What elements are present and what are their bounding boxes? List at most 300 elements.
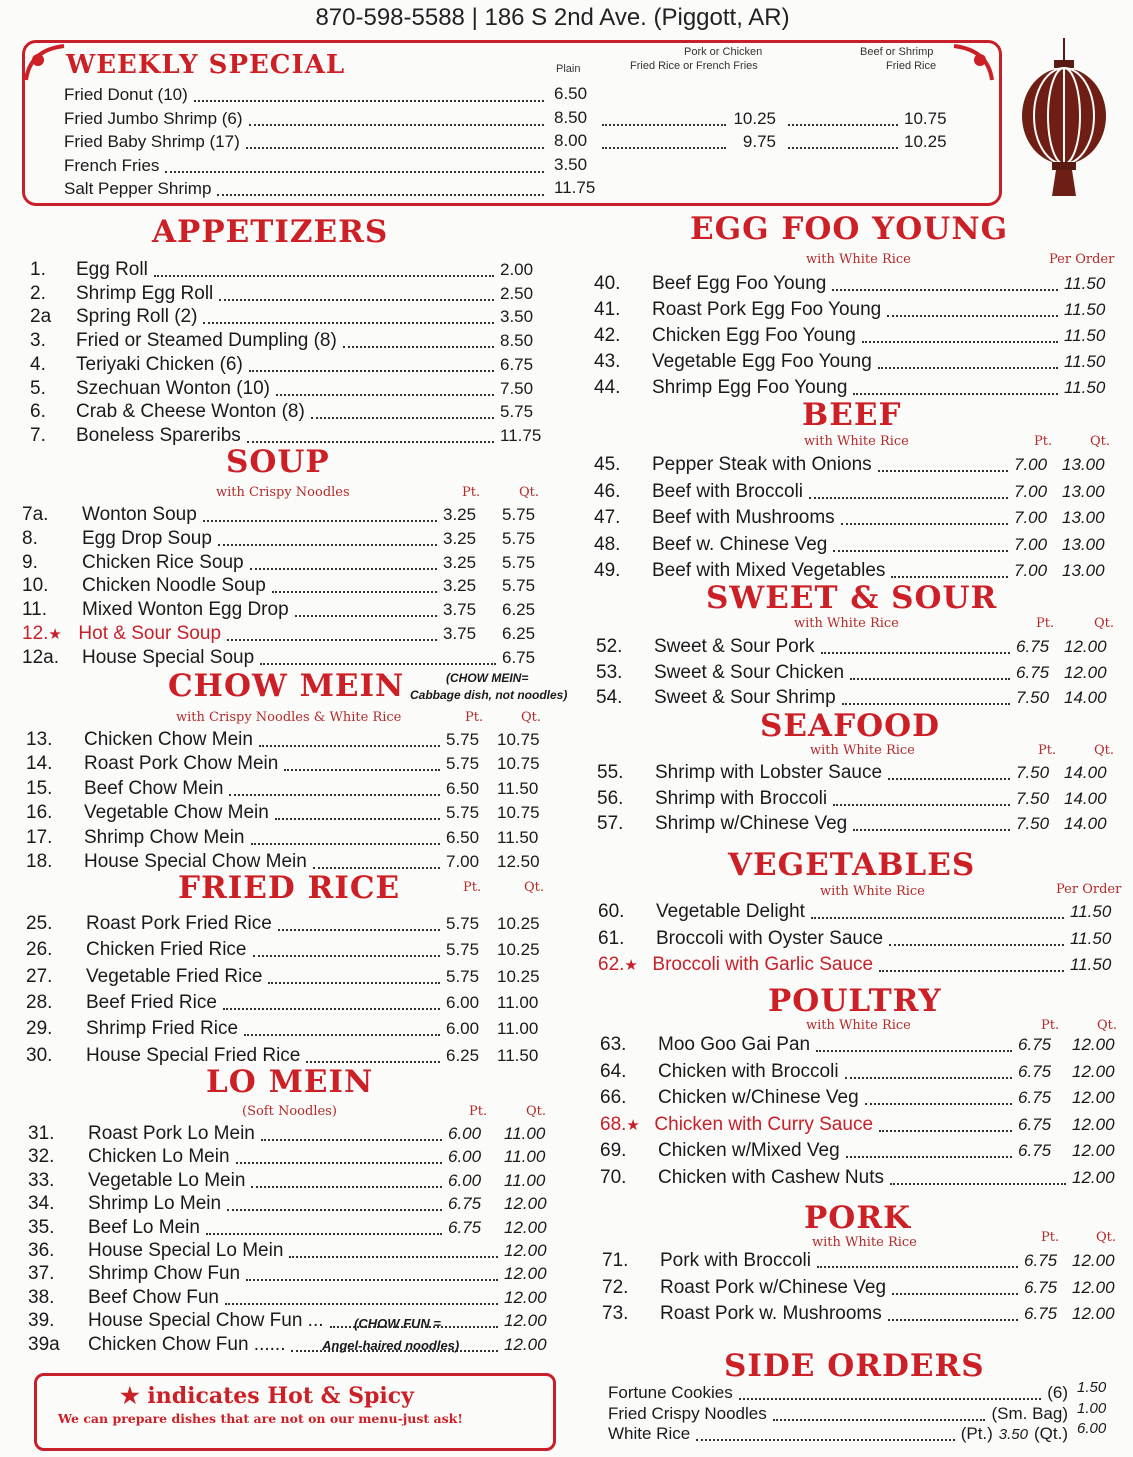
dot-leader — [253, 955, 441, 957]
item-name: Chicken w/Mixed Veg — [658, 1140, 840, 1161]
dot-leader — [313, 867, 440, 869]
item-name: Fried or Steamed Dumpling (8) — [76, 330, 337, 352]
item-name: White Rice — [608, 1424, 691, 1443]
pork-pt-header: Pt. — [1041, 1230, 1060, 1245]
item-number: 16. — [26, 802, 53, 824]
dot-leader — [816, 1050, 1012, 1052]
legend-line-2: We can prepare dishes that are not on our menu-just ask! — [58, 1411, 463, 1426]
menu-item — [26, 912, 545, 936]
item-name: Chicken Rice Soup — [82, 551, 244, 573]
poultry-title: POULTRY — [768, 983, 942, 1019]
item-name: Roast Pork w. Mushrooms — [660, 1303, 882, 1324]
chowmein-note-1: (CHOW MEIN= — [446, 671, 529, 685]
price-quart: 10.75 — [497, 730, 540, 749]
item-name: Fried Jumbo Shrimp (6) — [64, 108, 243, 128]
dot-leader — [217, 194, 544, 196]
price-quart: 10.75 — [497, 803, 540, 823]
portion-size: (Pt.) — [960, 1424, 993, 1443]
item-name: Pepper Steak with Onions — [652, 454, 872, 475]
price-pint: 7.50 — [1016, 814, 1050, 833]
item-number: 48. — [594, 533, 621, 555]
dot-leader — [284, 769, 440, 771]
item-number: 42. — [594, 325, 621, 346]
pork-subtitle: with White Rice — [812, 1235, 917, 1250]
dot-leader — [739, 1398, 1041, 1400]
dot-leader — [879, 1130, 1012, 1132]
dot-leader — [888, 778, 1010, 780]
item-name: Chicken with Broccoli — [658, 1060, 839, 1082]
item-name: Vegetable Fried Rice — [86, 965, 263, 987]
menu-item — [598, 953, 1118, 977]
dot-leader — [845, 1077, 1012, 1079]
menu-item — [22, 598, 535, 622]
menu-item — [26, 801, 540, 825]
item-name: Beef w. Chinese Veg — [652, 533, 828, 555]
item-name: Chicken w/Chinese Veg — [658, 1087, 859, 1108]
lomein-note-2: Angel-haired noodles) — [322, 1338, 460, 1353]
soup-pt-header: Pt. — [462, 485, 481, 500]
menu-item — [28, 1309, 550, 1333]
friedrice-pt-header: Pt. — [463, 880, 482, 895]
price-quart: 14.00 — [1064, 763, 1107, 782]
menu-item — [597, 812, 1115, 836]
vegetables-per-order: Per Order — [1056, 882, 1122, 897]
price-quart: 12.00 — [504, 1194, 547, 1214]
menu-item — [26, 1017, 545, 1041]
dot-leader — [249, 124, 544, 126]
price-quart: 12.00 — [1072, 1061, 1115, 1081]
weekly-special-title: WEEKLY SPECIAL — [66, 50, 346, 80]
portion-size: (6) — [1047, 1383, 1068, 1402]
item-name: Fried Donut (10) — [64, 85, 188, 104]
lomein-qt-header: Qt. — [526, 1104, 547, 1119]
sweetsour-pt-header: Pt. — [1036, 616, 1055, 631]
beef-pt-header: Pt. — [1034, 434, 1053, 449]
item-name: Boneless Spareribs — [76, 424, 241, 446]
price-pint: 2.50 — [500, 283, 534, 303]
dot-leader — [865, 1103, 1012, 1105]
dot-leader — [250, 568, 437, 570]
dot-leader — [272, 591, 437, 593]
price-quart: 12.00 — [504, 1241, 547, 1260]
weekly-beef-col — [782, 107, 948, 131]
item-number: 30. — [26, 1044, 53, 1066]
price-pint: 3.75 — [443, 624, 477, 643]
item-name: Szechuan Wonton (10) — [76, 377, 270, 399]
price-quart: 12.00 — [1072, 1035, 1115, 1054]
item-name: Pork with Broccoli — [660, 1250, 811, 1271]
sweetsour-subtitle: with White Rice — [794, 616, 899, 631]
price-quart: 12.00 — [1072, 1141, 1115, 1160]
star-icon: ★ — [48, 626, 62, 643]
dot-leader — [862, 341, 1058, 343]
menu-item — [26, 826, 540, 850]
item-number: 9. — [22, 551, 38, 573]
pork-qt-header: Qt. — [1096, 1230, 1117, 1245]
item-name: Fried Crispy Noodles — [608, 1403, 767, 1423]
menu-item — [28, 1169, 550, 1193]
dot-leader — [225, 1303, 498, 1305]
header-contact: 870-598-5588 | 186 S 2nd Ave. (Piggott, AR) — [315, 4, 790, 31]
item-number: 8. — [22, 527, 38, 549]
item-name: Chicken Egg Foo Young — [652, 325, 856, 346]
menu-item — [600, 1166, 1124, 1190]
weekly-item — [60, 177, 550, 201]
price-quart: 10.25 — [497, 940, 540, 960]
item-number: 6. — [30, 401, 46, 423]
dot-leader — [306, 1061, 440, 1063]
price-pint: 6.75 — [1018, 1141, 1052, 1160]
price-beef-fried-rice: 10.25 — [904, 132, 947, 151]
soup-subtitle: with Crispy Noodles — [216, 485, 350, 500]
legend-hot-spicy: indicates Hot & Spicy — [147, 1383, 414, 1409]
menu-item — [28, 1192, 550, 1216]
dot-leader — [227, 639, 437, 641]
corner-ornament-icon — [944, 42, 994, 82]
dot-leader — [890, 1183, 1066, 1185]
item-name: Beef Chow Mein — [84, 777, 224, 799]
weekly-pork-col — [596, 107, 776, 131]
item-name: Vegetable Egg Foo Young — [652, 351, 872, 372]
appetizers-title: APPETIZERS — [152, 214, 389, 250]
price-pint: 8.50 — [500, 331, 534, 351]
price-quart: 12.00 — [1072, 1277, 1115, 1297]
price-pint: 3.50 — [500, 307, 534, 327]
item-name: Fried Baby Shrimp (17) — [64, 132, 240, 151]
price-pint: 3.50 — [998, 1425, 1028, 1443]
dot-leader — [850, 678, 1010, 680]
menu-item — [28, 1262, 550, 1286]
price-quart: 11.00 — [504, 1147, 546, 1167]
chowmein-pt-header: Pt. — [465, 710, 484, 725]
dot-leader — [268, 982, 440, 984]
price-pint: 6.25 — [446, 1045, 480, 1065]
price-quart: 5.75 — [502, 505, 536, 524]
star-icon: ★ — [120, 1383, 140, 1409]
item-name: Roast Pork Lo Mein — [88, 1123, 255, 1144]
item-name: Fortune Cookies — [608, 1383, 733, 1402]
price-pint: 7.50 — [1016, 763, 1050, 782]
item-number: 28. — [26, 991, 53, 1013]
item-name: Beef Egg Foo Young — [652, 273, 827, 294]
price-quart: 12.00 — [1064, 662, 1107, 682]
dot-leader — [276, 394, 494, 396]
item-number: 38. — [28, 1286, 55, 1308]
price-quart: 11.50 — [1064, 300, 1106, 319]
price-quart: 13.00 — [1062, 508, 1105, 528]
price-quart: 12.00 — [504, 1287, 547, 1307]
item-name: House Special Chow Mein — [84, 851, 307, 872]
dot-leader — [223, 1008, 440, 1010]
item-name: Beef Chow Fun — [88, 1286, 219, 1308]
price-quart: 11.50 — [1070, 928, 1112, 948]
price-quart: 11.50 — [497, 827, 539, 847]
item-number: 40. — [594, 273, 621, 294]
dot-leader — [165, 171, 544, 173]
dot-leader — [330, 1326, 498, 1328]
item-number: 2a — [30, 306, 52, 328]
item-number: 37. — [28, 1263, 55, 1285]
price-quart: 12.00 — [1072, 1304, 1115, 1323]
price-plain: 11.75 — [554, 178, 596, 197]
item-name: Chicken Chow Mein — [84, 729, 253, 750]
poultry-subtitle: with White Rice — [806, 1018, 911, 1033]
dot-leader — [841, 523, 1008, 525]
item-name: Egg Drop Soup — [82, 527, 212, 549]
menu-item — [600, 1113, 1124, 1137]
item-name: Sweet & Sour Pork — [654, 636, 815, 657]
dot-leader — [154, 275, 494, 277]
menu-item — [600, 1060, 1124, 1084]
item-name: House Special Fried Rice — [86, 1044, 301, 1066]
price-pork-fried-rice: 10.25 — [733, 108, 776, 128]
price-quart: 12.50 — [497, 852, 540, 871]
price-pint: 7.50 — [500, 378, 534, 398]
price-pint: 5.75 — [446, 803, 480, 823]
item-name: House Special Soup — [82, 646, 255, 668]
dot-leader — [811, 917, 1064, 919]
dot-leader — [203, 322, 494, 324]
dot-leader — [788, 124, 898, 126]
price-pint: 6.75 — [1016, 662, 1050, 682]
item-number: 43. — [594, 351, 621, 372]
item-name: Shrimp Chow Mein — [84, 826, 245, 848]
price-pint: 7.00 — [1014, 534, 1048, 554]
side-price: 6.00 — [1077, 1420, 1107, 1437]
item-number: 44. — [594, 377, 621, 398]
menu-item — [594, 298, 1110, 322]
price-quart: 11.00 — [497, 992, 539, 1012]
menu-item — [28, 1145, 550, 1169]
item-number: 55. — [597, 762, 624, 783]
price-pint: 6.00 — [446, 1019, 480, 1039]
item-name: Vegetable Chow Mein — [84, 802, 269, 824]
price-quart: 11.50 — [1070, 955, 1112, 974]
dot-leader — [251, 1186, 442, 1188]
price-pint: 6.00 — [448, 1124, 482, 1143]
price-quart: 11.50 — [1064, 378, 1106, 397]
dot-leader — [343, 346, 494, 348]
price-pint: 6.75 — [1018, 1061, 1052, 1081]
eggfoo-title: EGG FOO YOUNG — [690, 211, 1009, 247]
lomein-pt-header: Pt. — [469, 1104, 488, 1119]
dot-leader — [260, 663, 496, 665]
price-quart: 11.50 — [1064, 326, 1106, 345]
price-quart: 12.00 — [504, 1217, 547, 1237]
dot-leader — [259, 745, 440, 747]
item-number: 15. — [26, 777, 53, 799]
item-name: Roast Pork w/Chinese Veg — [660, 1276, 887, 1298]
price-quart: 12.00 — [1064, 637, 1107, 656]
vegetables-subtitle: with White Rice — [820, 884, 925, 899]
item-number: 17. — [26, 826, 53, 848]
item-number: 69. — [600, 1140, 627, 1161]
portion-size-quart: (Qt.) — [1034, 1424, 1068, 1443]
item-name: Chicken with Curry Sauce — [654, 1113, 874, 1135]
price-pint: 5.75 — [446, 730, 480, 749]
chowmein-note-2: Cabbage dish, not noodles) — [410, 688, 568, 702]
item-number: 11. — [22, 599, 48, 621]
menu-item — [594, 376, 1110, 400]
menu-item — [22, 574, 535, 598]
price-pint: 5.75 — [446, 754, 480, 774]
dot-leader — [227, 1209, 442, 1211]
price-pint: 6.00 — [448, 1170, 482, 1190]
price-quart: 12.00 — [1072, 1167, 1115, 1187]
menu-item — [30, 377, 535, 401]
seafood-pt-header: Pt. — [1038, 743, 1057, 758]
seafood-subtitle: with White Rice — [810, 743, 915, 758]
menu-item — [598, 900, 1118, 924]
item-number: 64. — [600, 1060, 627, 1082]
menu-item — [28, 1216, 550, 1240]
price-quart: 12.00 — [1072, 1251, 1115, 1270]
item-number: 7. — [30, 424, 46, 446]
sweetsour-title: SWEET & SOUR — [706, 580, 998, 616]
menu-item — [602, 1276, 1124, 1300]
dot-leader — [878, 367, 1058, 369]
item-number: 35. — [28, 1216, 55, 1238]
star-icon: ★ — [624, 957, 638, 974]
price-pint: 5.75 — [446, 940, 480, 960]
side-order-item — [604, 1383, 1068, 1403]
item-number: 46. — [594, 480, 621, 502]
eggfoo-subtitle: with White Rice — [806, 252, 911, 267]
dot-leader — [244, 1034, 440, 1036]
item-name: Shrimp w/Chinese Veg — [655, 813, 848, 834]
dot-leader — [889, 944, 1064, 946]
seafood-qt-header: Qt. — [1094, 743, 1115, 758]
item-name: Shrimp Egg Foo Young — [652, 377, 848, 398]
side-order-item — [604, 1424, 1068, 1444]
price-pint: 6.75 — [500, 354, 534, 374]
menu-item — [594, 324, 1110, 348]
price-pint: 6.75 — [1018, 1035, 1052, 1054]
menu-item — [594, 533, 1115, 557]
item-number: 7a. — [22, 504, 49, 525]
side-price: 1.50 — [1077, 1379, 1107, 1396]
weekly-item — [60, 130, 550, 154]
item-number: 63. — [600, 1034, 627, 1055]
menu-item — [22, 503, 535, 527]
item-number: 34. — [28, 1193, 55, 1215]
price-quart: 14.00 — [1064, 788, 1107, 808]
item-number: 14. — [26, 753, 53, 775]
dot-leader — [278, 929, 440, 931]
price-pint: 3.75 — [443, 600, 477, 620]
beef-title: BEEF — [802, 397, 902, 433]
item-name: Beef Fried Rice — [86, 991, 217, 1013]
item-name: Chicken Chow Fun ...... — [88, 1333, 286, 1355]
dot-leader — [249, 370, 494, 372]
lantern-icon — [1018, 38, 1110, 200]
dot-leader — [218, 544, 437, 546]
menu-item — [26, 1044, 545, 1068]
weekly-col-beef-2: Fried Rice — [886, 60, 937, 72]
price-pint: 6.75 — [1024, 1251, 1058, 1270]
menu-item — [594, 350, 1110, 374]
item-number: 27. — [26, 965, 53, 987]
menu-item — [28, 1286, 550, 1310]
price-pint: 3.25 — [443, 528, 477, 548]
item-name: Roast Pork Fried Rice — [86, 913, 272, 934]
dot-leader — [853, 393, 1058, 395]
price-quart: 6.75 — [502, 647, 536, 667]
item-number: 53. — [596, 661, 623, 683]
item-name: Beef with Mushrooms — [652, 507, 835, 529]
beef-qt-header: Qt. — [1090, 434, 1111, 449]
price-quart: 5.75 — [502, 576, 536, 596]
menu-item — [30, 282, 535, 306]
menu-item — [596, 661, 1115, 685]
menu-item — [598, 927, 1118, 951]
weekly-item — [60, 83, 550, 107]
item-number: 5. — [30, 377, 46, 399]
price-pint: 6.75 — [1016, 637, 1050, 656]
item-name: Hot & Sour Soup — [78, 623, 222, 644]
item-number: 33. — [28, 1169, 55, 1191]
pork-title: PORK — [804, 1200, 912, 1236]
item-name: Crab & Cheese Wonton (8) — [76, 401, 305, 423]
menu-item — [594, 559, 1115, 583]
price-pint: 6.00 — [448, 1147, 482, 1167]
item-number: 49. — [594, 560, 621, 582]
item-number: 18. — [26, 851, 53, 872]
price-quart: 13.00 — [1062, 561, 1105, 581]
poultry-pt-header: Pt. — [1041, 1018, 1060, 1033]
price-pint: 3.25 — [443, 552, 477, 572]
price-quart: 5.75 — [502, 552, 536, 572]
weekly-beef-col — [782, 130, 948, 154]
item-number: 2. — [30, 282, 46, 304]
price-quart: 11.00 — [504, 1170, 546, 1190]
dot-leader — [892, 1293, 1018, 1295]
price-pork-fried-rice: 9.75 — [742, 132, 776, 151]
price-quart: 13.00 — [1062, 455, 1105, 474]
item-name: Broccoli with Garlic Sauce — [652, 954, 874, 975]
seafood-title: SEAFOOD — [760, 708, 940, 744]
weekly-pork-col — [596, 130, 776, 154]
menu-item — [594, 506, 1115, 530]
item-number: 10. — [22, 575, 49, 597]
price-quart: 10.25 — [497, 966, 540, 986]
price-pint: 7.00 — [1014, 561, 1048, 581]
menu-item — [28, 1333, 550, 1357]
menu-item — [30, 305, 535, 329]
item-name: Vegetable Lo Mein — [88, 1169, 246, 1191]
dot-leader — [788, 147, 898, 149]
item-name: Sweet & Sour Shrimp — [654, 687, 836, 708]
dot-leader — [289, 1256, 498, 1258]
menu-item — [30, 353, 535, 377]
price-pint: 7.50 — [1016, 688, 1050, 707]
menu-item — [602, 1249, 1124, 1273]
dot-leader — [878, 470, 1008, 472]
friedrice-qt-header: Qt. — [524, 880, 545, 895]
menu-item — [28, 1239, 550, 1263]
item-number: 60. — [598, 901, 625, 922]
menu-item — [22, 527, 535, 551]
menu-item — [26, 728, 540, 752]
item-number: 56. — [597, 787, 624, 809]
price-pint: 7.00 — [1014, 455, 1048, 474]
dot-leader — [821, 652, 1010, 654]
side-price: 1.00 — [1077, 1399, 1107, 1417]
price-quart: 10.75 — [497, 754, 540, 774]
item-name: Chicken Lo Mein — [88, 1146, 230, 1168]
item-name: Salt Pepper Shrimp — [64, 179, 212, 198]
weekly-item — [60, 107, 550, 131]
